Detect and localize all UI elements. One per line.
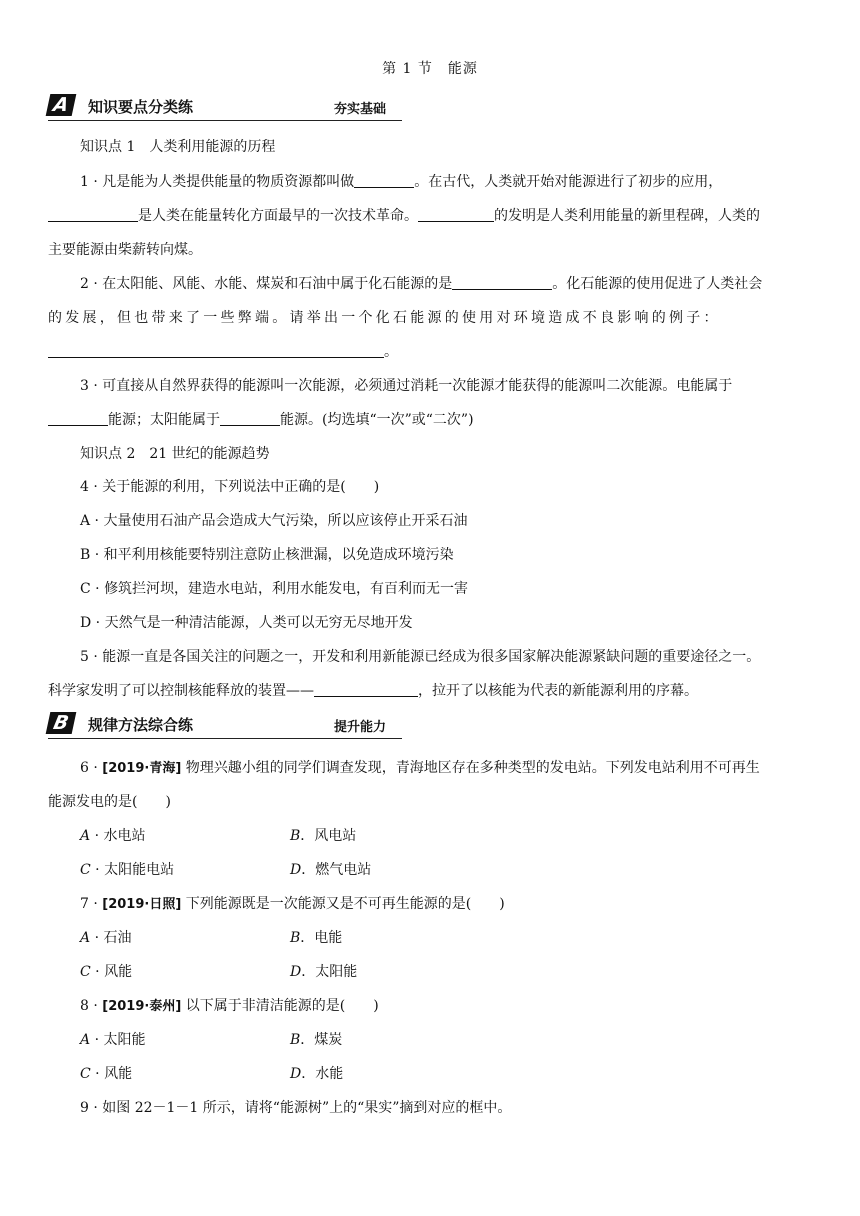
question-1-line-3: 主要能源由柴薪转向煤。 (48, 242, 202, 258)
question-6-option-a: A · 水电站 (80, 828, 146, 844)
question-7-option-a: A · 石油 (80, 930, 132, 946)
question-4-option-b: B · 和平利用核能要特别注意防止核泄漏，以免造成环境污染 (80, 547, 454, 563)
q2-text-a: 2 · 在太阳能、风能、水能、煤炭和石油中属于化石能源的是 (80, 276, 453, 292)
q3-text-b: 能源；太阳能属于 (108, 412, 220, 428)
q5-blank-1[interactable] (314, 682, 418, 697)
knowledge-point-2: 知识点 2 21 世纪的能源趋势 (80, 446, 270, 462)
section-b-banner (48, 710, 402, 739)
q1-blank-3[interactable] (418, 207, 494, 222)
q7-source-tag: [2019·日照] (102, 897, 182, 912)
q5-text-c: ，拉开了以核能为代表的新能源利用的序幕。 (418, 683, 698, 699)
question-8-stem (80, 995, 812, 1015)
question-9-stem: 9 · 如图 22－1－1 所示，请将“能源树”上的“果实”摘到对应的框中。 (80, 1100, 512, 1116)
q7-number: 7 · (80, 896, 103, 912)
q3-text-c: 能源。(均选填“一次”或“二次”) (280, 412, 474, 428)
q6-number: 6 · (80, 760, 103, 776)
question-2-line-3 (48, 341, 812, 361)
question-4-stem: 4 · 关于能源的利用，下列说法中正确的是( ) (80, 479, 380, 495)
q2-text-b: 。化石能源的使用促进了人类社会 (552, 276, 763, 292)
q1-text-d: 的发明是人类利用能量的新里程碑，人类的 (494, 208, 760, 224)
q1-text-c: 是人类在能量转化方面最早的一次技术革命。 (138, 208, 418, 224)
q8-number: 8 · (80, 998, 103, 1014)
q1-blank-1[interactable] (354, 173, 414, 188)
q2-text-d: 。 (384, 344, 398, 360)
question-6-option-d: D．燃气电站 (290, 862, 372, 878)
question-7-option-b: B．电能 (290, 930, 343, 946)
question-7-stem (80, 893, 812, 913)
question-8-option-b: B．煤炭 (290, 1032, 343, 1048)
q1-text-a: 1 · 凡是能为人类提供能量的物质资源都叫做 (80, 174, 355, 190)
question-3-line-1: 3 · 可直接从自然界获得的能源叫一次能源，必须通过消耗一次能源才能获得的能源叫二次能源。电能属于 (80, 378, 733, 394)
section-b-subtitle: 提升能力 (333, 720, 386, 735)
question-4-option-c: C · 修筑拦河坝，建造水电站，利用水能发电，有百利而无一害 (80, 581, 469, 597)
q5-text-b: 科学家发明了可以控制核能释放的装置—— (48, 683, 314, 699)
question-6-line-1 (80, 757, 812, 777)
question-1-line-2 (48, 205, 812, 225)
question-8-option-c: C · 风能 (80, 1066, 133, 1082)
question-3-line-2 (48, 409, 812, 429)
question-1-line-1 (80, 171, 812, 191)
q2-blank-1[interactable] (452, 275, 552, 290)
q6-source-tag: [2019·青海] (102, 761, 182, 776)
question-4-option-a: A · 大量使用石油产品会造成大气污染，所以应该停止开采石油 (80, 513, 468, 529)
page-title: 第 1 节 能源 (382, 61, 478, 77)
question-7-option-c: C · 风能 (80, 964, 133, 980)
section-a-badge: A (46, 94, 77, 116)
section-a-banner (48, 92, 402, 121)
section-a-subtitle: 夯实基础 (333, 102, 386, 117)
question-2-line-1 (80, 273, 812, 293)
question-7-option-d: D．太阳能 (290, 964, 358, 980)
knowledge-point-1: 知识点 1 人类利用能源的历程 (80, 139, 276, 155)
question-5-line-1: 5 · 能源一直是各国关注的问题之一，开发和利用新能源已经成为很多国家解决能源紧缺问题的重要途径之一。 (80, 649, 761, 665)
question-6-option-b: B．风电站 (290, 828, 357, 844)
section-b-title: 规律方法综合练 (88, 716, 194, 734)
question-6-option-c: C · 太阳能电站 (80, 862, 175, 878)
q3-blank-1[interactable] (48, 411, 108, 426)
section-a-title: 知识要点分类练 (88, 98, 194, 116)
q1-blank-2[interactable] (48, 207, 138, 222)
question-2-line-2: 的 发 展 ， 但 也 带 来 了 一 些 弊 端 。 请 举 出 一 个 化 石 能 源 的 使 用 对 环 境 造 成 不 良 影 响 的 例 子 ： (48, 310, 717, 326)
q8-source-tag: [2019·泰州] (102, 999, 182, 1014)
question-6-line-2: 能源发电的是( ) (48, 794, 171, 810)
q3-blank-2[interactable] (220, 411, 280, 426)
question-8-option-d: D．水能 (290, 1066, 344, 1082)
question-8-option-a: A · 太阳能 (80, 1032, 146, 1048)
q8-text: 以下属于非清洁能源的是( ) (181, 998, 379, 1014)
q7-text: 下列能源既是一次能源又是不可再生能源的是( ) (181, 896, 505, 912)
question-4-option-d: D · 天然气是一种清洁能源，人类可以无穷无尽地开发 (80, 615, 413, 631)
question-5-line-2 (48, 680, 812, 700)
q1-text-b: 。在古代，人类就开始对能源进行了初步的应用， (414, 174, 723, 190)
section-b-badge: B (46, 712, 77, 734)
q2-blank-2[interactable] (48, 343, 384, 358)
q6-text-a: 物理兴趣小组的同学们调查发现，青海地区存在多种类型的发电站。下列发电站利用不可再生 (181, 760, 760, 776)
